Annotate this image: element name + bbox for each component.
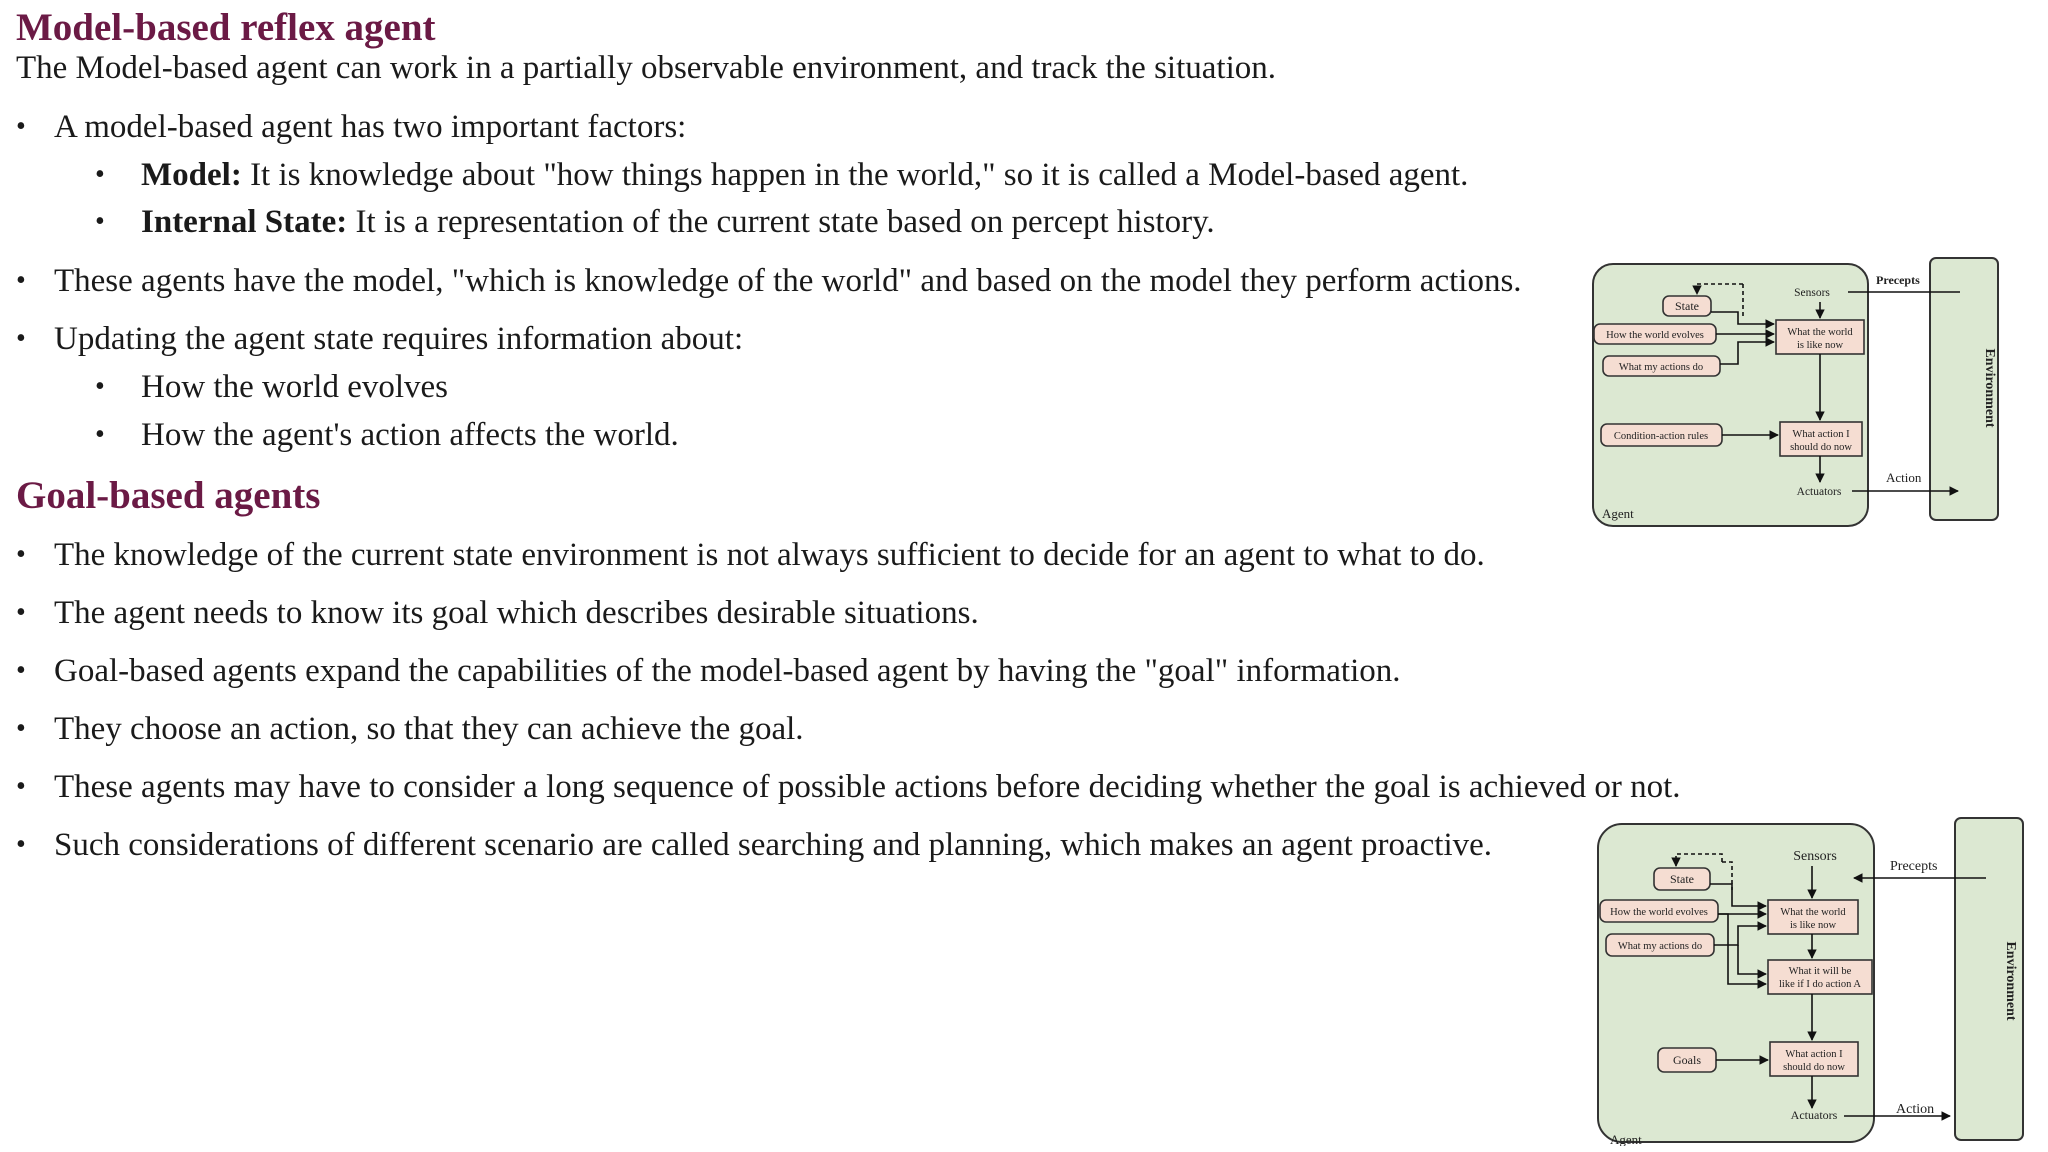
- intro-text: The Model-based agent can work in a partially observable environment, and track the situation.: [16, 50, 1276, 86]
- world-evolves-label: How the world evolves: [1606, 330, 1704, 341]
- action-label-2: Action: [1896, 1102, 1935, 1117]
- bullet-choose-action: • They choose an action, so that they can achieve the goal.: [54, 713, 804, 746]
- term-internal-state: Internal State:: [141, 204, 348, 240]
- action-now-label-2: should do now: [1790, 442, 1852, 453]
- sensors-label-2: Sensors: [1793, 849, 1837, 864]
- state-label: State: [1675, 299, 1699, 313]
- goal-based-agent-diagram: [1590, 816, 2040, 1146]
- environment-label: Environment: [1982, 348, 1997, 428]
- condition-action-rules-label: Condition-action rules: [1613, 431, 1709, 442]
- action-now-label-1: What action I: [1792, 429, 1850, 440]
- bullet-have-model: • These agents have the model, "which is knowledge of the world" and based on the model they perform actions.: [54, 265, 1522, 298]
- bullet-expand-capabilities: • Goal-based agents expand the capabilities of the model-based agent by having the "goal" information.: [54, 655, 1401, 688]
- actions-do-label: What my actions do: [1618, 362, 1704, 373]
- world-now-label-1: What the world: [1787, 327, 1853, 338]
- world-now-label-2b: is like now: [1789, 920, 1837, 931]
- section-title-model-based: Model-based reflex agent: [16, 6, 436, 49]
- action-now-label-2b: should do now: [1783, 1062, 1845, 1073]
- model-based-agent-diagram: [1590, 252, 2010, 538]
- model-definition: It is knowledge about "how things happen in the world," so it is called a Model-based agent.: [241, 157, 1469, 193]
- sub-bullet-internal-state: [141, 206, 1215, 239]
- actuators-label: Actuators: [1796, 486, 1842, 498]
- world-evolves-label-2: How the world evolves: [1610, 907, 1708, 918]
- sensors-label: Sensors: [1794, 287, 1830, 299]
- goals-label: Goals: [1673, 1053, 1701, 1067]
- action-now-label-2a: What action I: [1785, 1049, 1843, 1060]
- precepts-label: Precepts: [1876, 273, 1920, 287]
- will-be-label-2: like if I do action A: [1779, 979, 1861, 990]
- state-label-2: State: [1670, 872, 1694, 886]
- actions-do-label-2: What my actions do: [1617, 941, 1703, 952]
- precepts-label-2: Precepts: [1890, 859, 1938, 874]
- bullet-two-factors: • A model-based agent has two important factors:: [54, 111, 686, 144]
- bullet-knowledge-insufficient: • The knowledge of the current state environment is not always sufficient to decide for an agent to what to do.: [54, 539, 1485, 572]
- agent-label-2: Agent: [1610, 1132, 1642, 1146]
- action-label: Action: [1886, 470, 1922, 485]
- sub-bullet-model: [141, 159, 1468, 192]
- bullet-updating-state: • Updating the agent state requires information about:: [54, 323, 743, 356]
- internal-state-definition: It is a representation of the current state based on percept history.: [347, 204, 1215, 240]
- sub-bullet-action-affects: • How the agent's action affects the world.: [141, 419, 679, 452]
- will-be-label-1: What it will be: [1788, 966, 1852, 977]
- sub-bullet-world-evolves: • How the world evolves: [141, 371, 448, 404]
- world-now-label-2a: What the world: [1780, 907, 1846, 918]
- section-title-goal-based: Goal-based agents: [16, 474, 321, 517]
- bullet-know-goal: • The agent needs to know its goal which describes desirable situations.: [54, 597, 979, 630]
- environment-label-2: Environment: [2003, 941, 2018, 1021]
- bullet-long-sequence: • These agents may have to consider a long sequence of possible actions before deciding whether the goal is achieved or not.: [54, 771, 1681, 804]
- actuators-label-2: Actuators: [1790, 1108, 1838, 1122]
- agent-label: Agent: [1602, 506, 1634, 521]
- term-model: Model:: [141, 157, 242, 193]
- world-now-label-2: is like now: [1796, 340, 1844, 351]
- bullet-searching-planning: • Such considerations of different scenario are called searching and planning, which makes an agent proactive.: [54, 829, 1492, 862]
